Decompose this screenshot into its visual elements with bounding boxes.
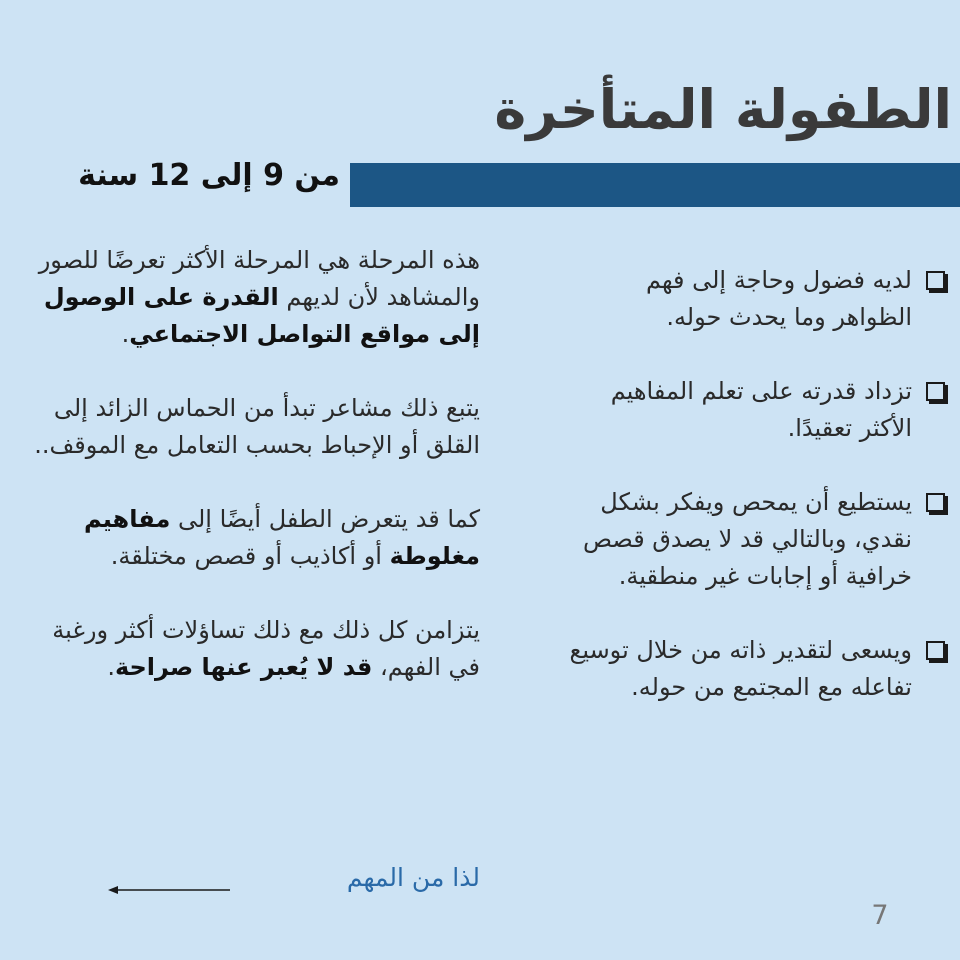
list-item-text: تزداد قدرته على تعلم المفاهيم الأكثر تعقيدًا.: [610, 377, 912, 442]
list-item: [555, 262, 945, 336]
age-range-subtitle: من 9 إلى 12 سنة: [78, 158, 340, 193]
list-item: [555, 373, 945, 447]
emphasis-text: قد لا يُعبر عنها صراحة: [114, 653, 373, 681]
left-arrow-icon[interactable]: [106, 881, 230, 899]
page-title: الطفولة المتأخرة: [494, 78, 952, 141]
list-item-text: يستطيع أن يمحص ويفكر بشكل نقدي، وبالتالي قد لا يصدق قصص خرافية أو إجابات غير منطقية.: [582, 488, 912, 590]
paragraph-text: .: [121, 320, 130, 348]
checkbox-bullet-icon: [926, 271, 945, 290]
emphasis-text: القدرة على الوصول إلى مواقع التواصل الاجتماعي: [43, 283, 480, 348]
paragraph-feelings: [28, 390, 480, 464]
checkbox-bullet-icon: [926, 641, 945, 660]
paragraph-text: هذه المرحلة هي المرحلة الأكثر تعرضًا للصور والمشاهد لأن لديهم: [38, 246, 480, 311]
list-item: [555, 632, 945, 706]
header-band: [350, 163, 960, 207]
list-item-text: لديه فضول وحاجة إلى فهم الظواهر وما يحدث حوله.: [645, 266, 912, 331]
paragraph-text: .: [107, 653, 115, 681]
paragraph-misconceptions: [28, 501, 480, 575]
traits-list: [555, 262, 945, 743]
paragraph-text: يتبع ذلك مشاعر تبدأ من الحماس الزائد إلى القلق أو الإحباط بحسب التعامل مع الموقف..: [34, 394, 480, 459]
paragraph-text: أو أكاذيب أو قصص مختلقة.: [110, 542, 390, 570]
paragraph-exposure: [28, 242, 480, 353]
page-number: 7: [871, 900, 889, 931]
list-item: [555, 484, 945, 595]
paragraph-text: كما قد يتعرض الطفل أيضًا إلى: [170, 505, 480, 533]
paragraph-questions: [28, 612, 480, 686]
paragraph-text: يتزامن كل ذلك مع ذلك تساؤلات أكثر ورغبة في الفهم،: [52, 616, 480, 681]
checkbox-bullet-icon: [926, 493, 945, 512]
emphasis-text: مفاهيم مغلوطة: [83, 505, 480, 570]
continue-link[interactable]: لذا من المهم: [346, 863, 480, 892]
checkbox-bullet-icon: [926, 382, 945, 401]
list-item-text: ويسعى لتقدير ذاته من خلال توسيع تفاعله مع المجتمع من حوله.: [569, 636, 912, 701]
description-column: [28, 242, 480, 723]
